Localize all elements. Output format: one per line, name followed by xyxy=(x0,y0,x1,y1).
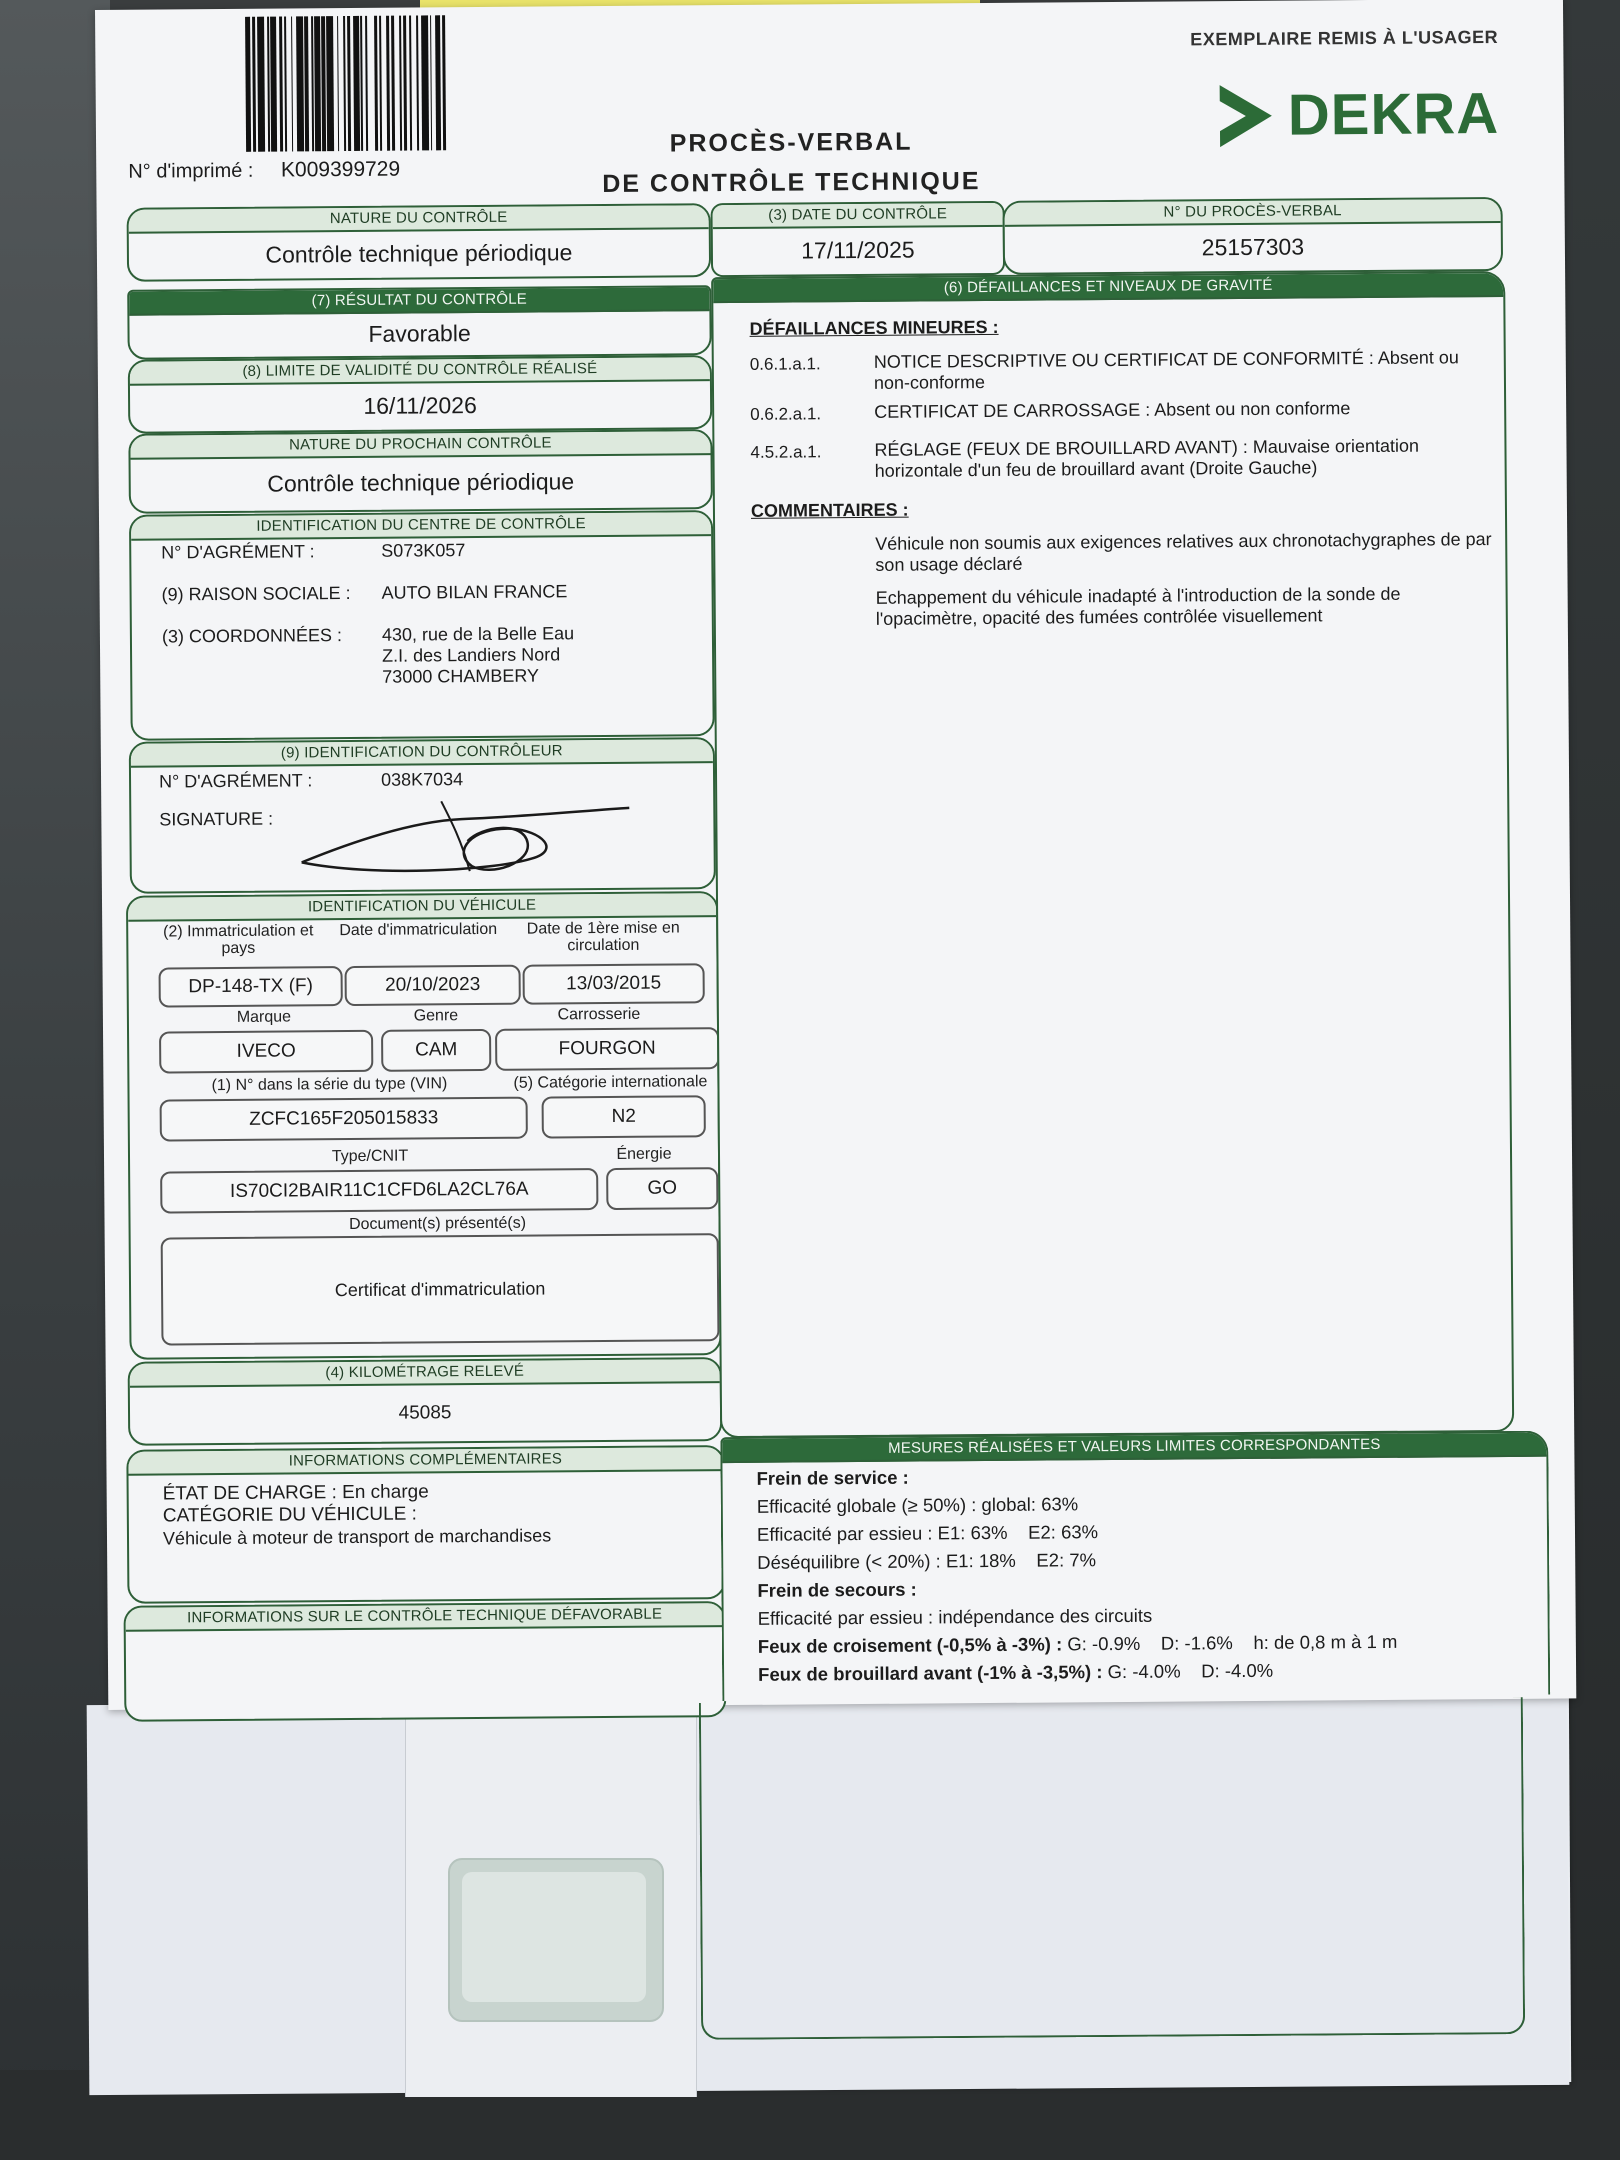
commentaires-title: COMMENTAIRES : xyxy=(750,499,909,521)
desequilibre: Déséquilibre (< 20%) : E1: 18% E2: 7% xyxy=(757,1549,1097,1573)
defavorable-box xyxy=(124,1601,727,1722)
defaillance-text: RÉGLAGE (FEUX DE BROUILLARD AVANT) : Mauvaise orientation horizontale d'un feu de brouillard avant (Droite Gauche) xyxy=(874,435,1420,481)
energie-field: GO xyxy=(606,1167,718,1210)
infos-content xyxy=(163,1480,552,1549)
centre-agrement-value: S073K057 xyxy=(381,540,466,561)
proces-verbal-sheet xyxy=(95,0,1576,1710)
type-field: IS70CI2BAIR11C1CFD6LA2CL76A xyxy=(160,1168,598,1213)
vehicule-box xyxy=(126,891,722,1360)
genre-field: CAM xyxy=(381,1029,491,1072)
raison-sociale-value: AUTO BILAN FRANCE xyxy=(381,581,568,603)
documents-label: Document(s) présenté(s) xyxy=(348,1214,527,1234)
defavorable-header: INFORMATIONS SUR LE CONTRÔLE TECHNIQUE DÉFAVORABLE xyxy=(126,1603,724,1632)
nature-controle-header: NATURE DU CONTRÔLE xyxy=(129,205,709,234)
defaillance-text: CERTIFICAT DE CARROSSAGE : Absent ou non conforme xyxy=(874,398,1351,422)
num-pv-header: N° DU PROCÈS-VERBAL xyxy=(1005,199,1501,227)
resultat-header: (7) RÉSULTAT DU CONTRÔLE xyxy=(129,287,709,316)
frein-secours-title: Frein de secours : xyxy=(757,1578,917,1601)
prochain-header: NATURE DU PROCHAIN CONTRÔLE xyxy=(130,431,710,460)
logo-text: DEKRA xyxy=(1287,80,1500,148)
title-line-2: DE CONTRÔLE TECHNIQUE xyxy=(602,167,981,199)
immat-field: DP-148-TX (F) xyxy=(159,966,343,1007)
infos-header: INFORMATIONS COMPLÉMENTAIRES xyxy=(128,1447,722,1476)
centre-box xyxy=(129,510,715,741)
mineures-title: DÉFAILLANCES MINEURES : xyxy=(749,316,999,339)
mesures-header: MESURES RÉALISÉES ET VALEURS LIMITES CORRESPONDANTES xyxy=(722,1433,1546,1463)
title-line-1: PROCÈS-VERBAL xyxy=(669,127,913,158)
vin-label: (1) N° dans la série du type (VIN) xyxy=(211,1075,448,1095)
date-immat-field: 20/10/2023 xyxy=(345,965,521,1006)
resultat-box xyxy=(127,285,712,360)
barcode xyxy=(245,14,576,152)
carrosserie-field: FOURGON xyxy=(495,1027,719,1071)
categorie-label: (5) Catégorie internationale xyxy=(513,1073,708,1092)
efficacite-essieu: Efficacité par essieu : E1: 63% E2: 63% xyxy=(756,1521,1099,1545)
categorie-field: N2 xyxy=(542,1095,706,1138)
commentaire-item: Véhicule non soumis aux exigences relatives aux chronotachygraphes de par son usage déclaré xyxy=(875,529,1492,575)
infos-box xyxy=(126,1445,725,1604)
centre-agrement-label: N° D'AGRÉMENT : xyxy=(161,541,315,563)
page-title xyxy=(566,121,1017,205)
defaillances-box xyxy=(711,271,1514,1438)
premiere-circulation-field: 13/03/2015 xyxy=(523,963,705,1004)
marque-field: IVECO xyxy=(159,1030,373,1074)
raison-sociale-label: (9) RAISON SOCIALE : xyxy=(161,583,351,605)
vehicule-header: IDENTIFICATION DU VÉHICULE xyxy=(128,893,716,922)
marque-label: Marque xyxy=(236,1008,292,1026)
coordonnees-value xyxy=(382,623,575,688)
date-immat-label: Date d'immatriculation xyxy=(339,920,498,940)
num-pv-box xyxy=(1003,197,1504,275)
limite-header: (8) LIMITE DE VALIDITÉ DU CONTRÔLE RÉALISÉ xyxy=(130,357,710,386)
controleur-agrement-value: 038K7034 xyxy=(380,769,464,790)
defaillances-header: (6) DÉFAILLANCES ET NIVEAUX DE GRAVITÉ xyxy=(713,273,1503,303)
mesures-box xyxy=(720,1431,1550,1701)
imprime-value: K009399729 xyxy=(280,157,401,182)
premiere-circulation-label: Date de 1ère mise en circulation xyxy=(526,919,680,955)
coord-line-1: 430, rue de la Belle Eau xyxy=(381,623,575,645)
categorie-vehicule-label: CATÉGORIE DU VÉHICULE : xyxy=(162,1503,417,1527)
date-controle-box xyxy=(711,201,1006,277)
mesures-box-continuation xyxy=(699,1697,1525,2040)
limite-box xyxy=(128,355,713,434)
efficacite-secours: Efficacité par essieu : indépendance des circuits xyxy=(757,1604,1153,1629)
date-controle-header: (3) DATE DU CONTRÔLE xyxy=(713,203,1003,229)
date-controle-value: 17/11/2025 xyxy=(801,236,915,264)
coordonnees-label: (3) COORDONNÉES : xyxy=(161,625,343,647)
carrosserie-label: Carrosserie xyxy=(557,1005,641,1024)
controleur-box xyxy=(129,737,716,894)
etat-charge: ÉTAT DE CHARGE : En charge xyxy=(162,1481,429,1505)
prochain-box xyxy=(128,429,713,514)
exemplaire-notice: EXEMPLAIRE REMIS À L'USAGER xyxy=(1190,26,1499,50)
resultat-value: Favorable xyxy=(368,320,471,347)
energie-label: Énergie xyxy=(616,1145,672,1163)
croisement-label: Feux de croisement (-0,5% à -3%) : xyxy=(757,1633,1063,1657)
vin-field: ZCFC165F205015833 xyxy=(160,1097,528,1142)
nature-controle-box xyxy=(127,203,712,282)
nature-controle-value: Contrôle technique périodique xyxy=(265,239,573,268)
defaillance-code: 4.5.2.a.1. xyxy=(750,442,822,462)
efficacite-globale: Efficacité globale (≥ 50%) : global: 63% xyxy=(756,1493,1079,1517)
brouillard-label: Feux de brouillard avant (-1% à -3,5%) : xyxy=(758,1661,1103,1685)
signature-image xyxy=(291,780,632,883)
imprime-label: N° d'imprimé : xyxy=(128,159,254,183)
controleur-agrement-label: N° D'AGRÉMENT : xyxy=(158,770,313,792)
defaillance-code: 0.6.2.a.1. xyxy=(750,404,822,424)
dekra-logo xyxy=(1216,81,1500,149)
kilometrage-box xyxy=(128,1357,723,1446)
genre-label: Genre xyxy=(413,1007,459,1025)
brouillard-value: G: -4.0% D: -4.0% xyxy=(1102,1659,1274,1683)
kilometrage-header: (4) KILOMÉTRAGE RELEVÉ xyxy=(130,1359,720,1388)
documents-field: Certificat d'immatriculation xyxy=(161,1233,720,1345)
coord-line-2: Z.I. des Landiers Nord xyxy=(382,644,561,666)
defaillance-text: NOTICE DESCRIPTIVE OU CERTIFICAT DE CONFORMITÉ : Absent ou non-conforme xyxy=(873,347,1459,393)
defaillance-code: 0.6.1.a.1. xyxy=(749,354,821,374)
num-pv-value: 25157303 xyxy=(1201,233,1305,261)
sticker-window-inner xyxy=(462,1872,646,2002)
controleur-header: (9) IDENTIFICATION DU CONTRÔLEUR xyxy=(131,739,713,768)
prochain-value: Contrôle technique périodique xyxy=(267,468,575,497)
mesures-content xyxy=(756,1460,1397,1689)
centre-header: IDENTIFICATION DU CENTRE DE CONTRÔLE xyxy=(131,512,711,541)
categorie-vehicule-value: Véhicule à moteur de transport de marchandises xyxy=(162,1525,552,1549)
coord-line-3: 73000 CHAMBERY xyxy=(382,665,540,687)
imprime-number xyxy=(128,158,400,184)
signature-label: SIGNATURE : xyxy=(159,808,274,830)
type-label: Type/CNIT xyxy=(331,1147,409,1166)
barcode-bar xyxy=(445,15,448,150)
commentaire-item: Echappement du véhicule inadapté à l'introduction de la sonde de l'opacimètre, opacité des fumées contrôlée visuellement xyxy=(875,583,1401,629)
kilometrage-value: 45085 xyxy=(398,1402,452,1424)
limite-value: 16/11/2026 xyxy=(363,392,477,419)
frein-service-title: Frein de service : xyxy=(756,1466,909,1489)
immat-label: (2) Immatriculation et pays xyxy=(163,922,314,958)
croisement-value: G: -0.9% D: -1.6% h: de 0,8 m à 1 m xyxy=(1062,1630,1398,1655)
dekra-triangle-icon xyxy=(1216,83,1275,149)
